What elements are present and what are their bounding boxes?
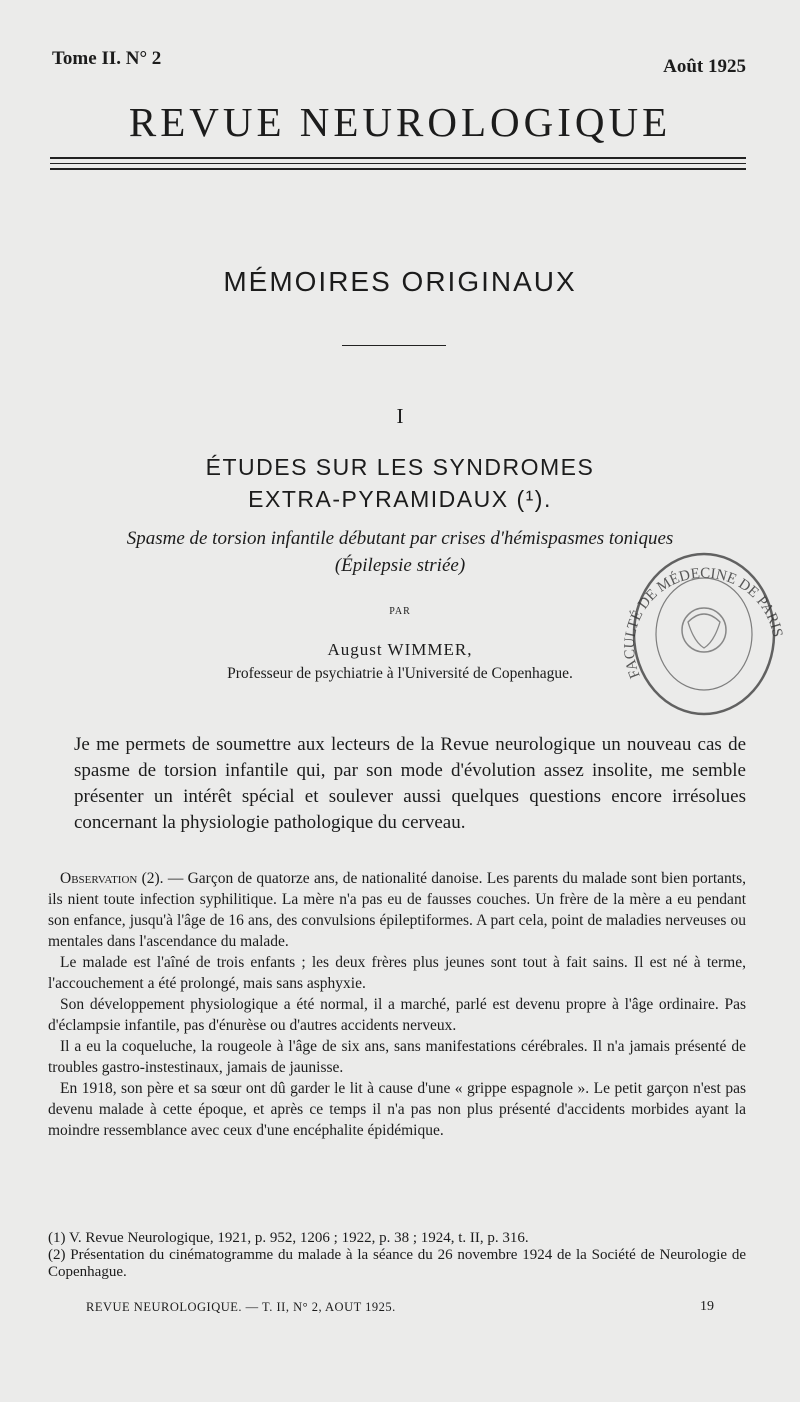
library-stamp: [618, 526, 790, 722]
header-rule-bottom: [50, 163, 746, 164]
article-subtitle-line2: (Épilepsie striée): [334, 555, 466, 576]
section-title: MÉMOIRES ORIGINAUX: [223, 266, 577, 297]
page-number: 19: [700, 1299, 714, 1314]
article-number: I: [396, 404, 404, 428]
intro-paragraph: Je me permets de soumettre aux lecteurs de la Revue neurologique un nouveau cas de spasme de torsion infantile qui, par son mode d'évolution assez insolite, me semble présenter un intérêt spécial et soulever aussi quelques questions encore irrésolues concernant la physiologie pathologique du cerveau.: [74, 734, 746, 833]
observation-paragraph-2: Le malade est l'aîné de trois enfants ; les deux frères plus jeunes sont tout à fait sains. Il est né à terme, l'accouchement a été prolongé, mais sans asphyxie.: [48, 954, 746, 992]
footnote-1: (1) V. Revue Neurologique, 1921, p. 952, 1206 ; 1922, p. 38 ; 1924, t. II, p. 316.: [48, 1230, 529, 1246]
author-name: August WIMMER,: [327, 640, 473, 659]
by-label: PAR: [389, 606, 411, 617]
section-divider: [342, 345, 446, 346]
footnote-2: (2) Présentation du cinématogramme du malade à la séance du 26 novembre 1924 de la Société de Neurologie de Copenhague.: [48, 1247, 746, 1280]
observation-ref: (2). —: [137, 870, 188, 887]
header-rule-third: [50, 168, 746, 170]
footnotes: [48, 1230, 746, 1281]
author-affiliation: Professeur de psychiatrie à l'Université de Copenhague.: [227, 665, 573, 682]
header-rule-top: [50, 157, 746, 159]
observation-paragraph-4: Il a eu la coqueluche, la rougeole à l'âge de six ans, sans manifestations cérébrales. Il n'a jamais présenté de troubles gastro-instestinaux, jamais de jaunisse.: [48, 1038, 746, 1076]
journal-title: REVUE NEUROLOGIQUE: [128, 99, 672, 145]
issue-date: Août 1925: [663, 56, 746, 77]
volume-number: Tome II. N° 2: [52, 48, 162, 69]
svg-text:FACULTÉ DE MÉDECINE DE PARIS: [622, 566, 785, 681]
article-title-line1: ÉTUDES SUR LES SYNDROMES: [205, 454, 595, 480]
article-title-line2: EXTRA-PYRAMIDAUX (¹).: [248, 486, 552, 512]
article-subtitle-line1: Spasme de torsion infantile débutant par crises d'hémispasmes toniques: [126, 528, 674, 549]
observation-label: Observation: [60, 870, 138, 887]
running-footer: REVUE NEUROLOGIQUE. — T. II, N° 2, AOUT 1925.: [86, 1300, 396, 1314]
observation-paragraph-1: Garçon de quatorze ans, de nationalité danoise. Les parents du malade sont bien portants, ils nient toute infection syphilitique. La mère n'a pas eu de fausses couches. Un frère de la mère a eu pendant son enfance, jusqu'à l'âge de 16 ans, des convulsions épileptiformes. A part cela, point de maladies nerveuses ou mentales dans l'ascendance du malade.: [48, 870, 747, 950]
observation-paragraph-5: En 1918, son père et sa sœur ont dû garder le lit à cause d'une « grippe espagnole ». Le petit garçon n'est pas devenu malade à cette époque, et après ce temps il n'a pas non plus présenté d'accidents morbides ayant la moindre ressemblance avec ceux d'une encéphalite épidémique.: [48, 1080, 746, 1139]
stamp-text: FACULTÉ DE MÉDECINE DE PARIS: [621, 565, 786, 681]
observation-paragraph-3: Son développement physiologique a été normal, il a marché, parlé est devenu propre à l'âge ordinaire. Pas d'éclampsie infantile, pas d'énurèse ou d'autres accidents nerveux.: [48, 996, 746, 1034]
observation-section: [48, 868, 746, 1141]
